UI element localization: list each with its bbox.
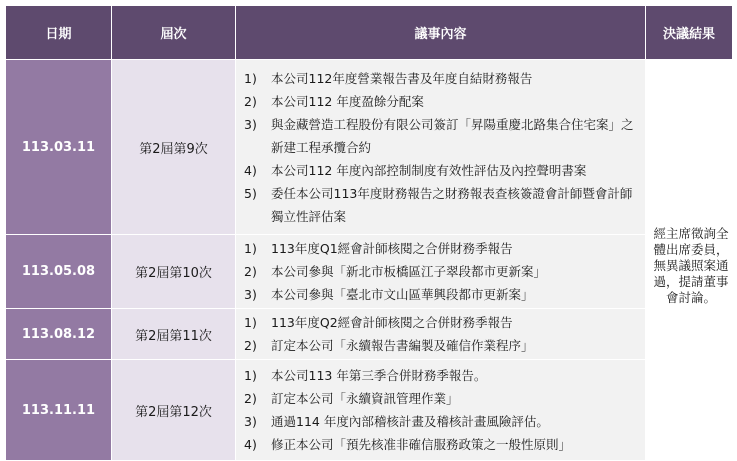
agenda-cell xyxy=(236,360,646,461)
agenda-item-text: 本公司參與「新北市板橋區江子翠段都市更新案」 xyxy=(271,264,547,279)
agenda-item xyxy=(244,410,637,433)
meeting-date: 113.05.08 xyxy=(6,235,112,309)
resolution-cell xyxy=(646,60,733,461)
agenda-item-number: 2) xyxy=(244,93,257,109)
header-row xyxy=(6,6,733,60)
agenda-item-number: 3) xyxy=(244,414,257,429)
agenda-item-text: 委任本公司113年度財務報告之財務報表查核簽證會計師暨會計師獨立性評估案 xyxy=(271,185,633,224)
meeting-row xyxy=(6,360,733,461)
meeting-date: 113.08.12 xyxy=(6,309,112,360)
agenda-item xyxy=(244,364,637,387)
agenda-item-number: 5) xyxy=(244,185,257,201)
agenda-item xyxy=(244,260,637,283)
header-date: 日期 xyxy=(6,6,112,60)
agenda-item-text: 本公司參與「臺北市文山區華興段都市更新案」 xyxy=(271,287,534,302)
agenda-item-text: 本公司112 年度盈餘分配案 xyxy=(271,93,424,109)
meeting-session: 第2屆第11次 xyxy=(112,309,236,360)
agenda-item xyxy=(244,182,637,228)
meeting-session: 第2屆第10次 xyxy=(112,235,236,309)
agenda-item xyxy=(244,311,637,334)
meeting-date: 113.03.11 xyxy=(6,60,112,235)
agenda-item xyxy=(244,334,637,357)
agenda-item-text: 訂定本公司「永續報告書編製及確信作業程序」 xyxy=(271,338,534,353)
header-session: 屆次 xyxy=(112,6,236,60)
meeting-row xyxy=(6,60,733,235)
resolution-text: 經主席徵詢全體出席委員，無異議照案通過，提請董事會討論。 xyxy=(653,226,729,305)
agenda-item xyxy=(244,113,637,159)
meeting-row xyxy=(6,235,733,309)
meeting-session: 第2屆第12次 xyxy=(112,360,236,461)
agenda-item-number: 2) xyxy=(244,391,257,406)
agenda-item-number: 1) xyxy=(244,241,257,256)
agenda-item-text: 本公司112年度營業報告書及年度自結財務報告 xyxy=(271,70,533,86)
meeting-row xyxy=(6,309,733,360)
agenda-list xyxy=(244,237,637,306)
meeting-session: 第2屆第9次 xyxy=(112,60,236,235)
agenda-item-number: 2) xyxy=(244,338,257,353)
agenda-item xyxy=(244,283,637,306)
agenda-item xyxy=(244,433,637,456)
agenda-item-text: 通過114 年度內部稽核計畫及稽核計畫風險評估。 xyxy=(271,414,549,429)
agenda-item-number: 1) xyxy=(244,368,257,383)
agenda-item-number: 1) xyxy=(244,70,257,86)
agenda-item-number: 4) xyxy=(244,162,257,178)
agenda-item-text: 與金藏營造工程股份有限公司簽訂「昇陽重慶北路集合住宅案」之新建工程承攬合約 xyxy=(271,116,634,155)
header-resolution: 決議結果 xyxy=(646,6,733,60)
agenda-cell xyxy=(236,60,646,235)
header-agenda: 議事內容 xyxy=(236,6,646,60)
agenda-item-number: 2) xyxy=(244,264,257,279)
agenda-item-number: 1) xyxy=(244,315,257,330)
agenda-item xyxy=(244,67,637,90)
agenda-list xyxy=(244,364,637,456)
agenda-list xyxy=(244,311,637,357)
agenda-item-text: 本公司112 年度內部控制制度有效性評估及內控聲明書案 xyxy=(271,162,587,178)
agenda-item-text: 本公司113 年第三季合併財務季報告。 xyxy=(271,368,487,383)
agenda-item-text: 113年度Q1經會計師核閱之合併財務季報告 xyxy=(271,241,513,256)
agenda-item xyxy=(244,90,637,113)
agenda-item-number: 3) xyxy=(244,116,257,132)
agenda-item xyxy=(244,237,637,260)
agenda-item-text: 訂定本公司「永續資訊管理作業」 xyxy=(271,391,459,406)
agenda-item xyxy=(244,387,637,410)
meeting-date: 113.11.11 xyxy=(6,360,112,461)
agenda-item xyxy=(244,159,637,182)
agenda-cell xyxy=(236,309,646,360)
agenda-item-text: 113年度Q2經會計師核閱之合併財務季報告 xyxy=(271,315,513,330)
agenda-item-text: 修正本公司「預先核准非確信服務政策之一般性原則」 xyxy=(271,437,572,452)
agenda-item-number: 4) xyxy=(244,437,257,452)
agenda-cell xyxy=(236,235,646,309)
audit-committee-table xyxy=(5,5,733,461)
agenda-list xyxy=(244,67,637,228)
agenda-item-number: 3) xyxy=(244,287,257,302)
